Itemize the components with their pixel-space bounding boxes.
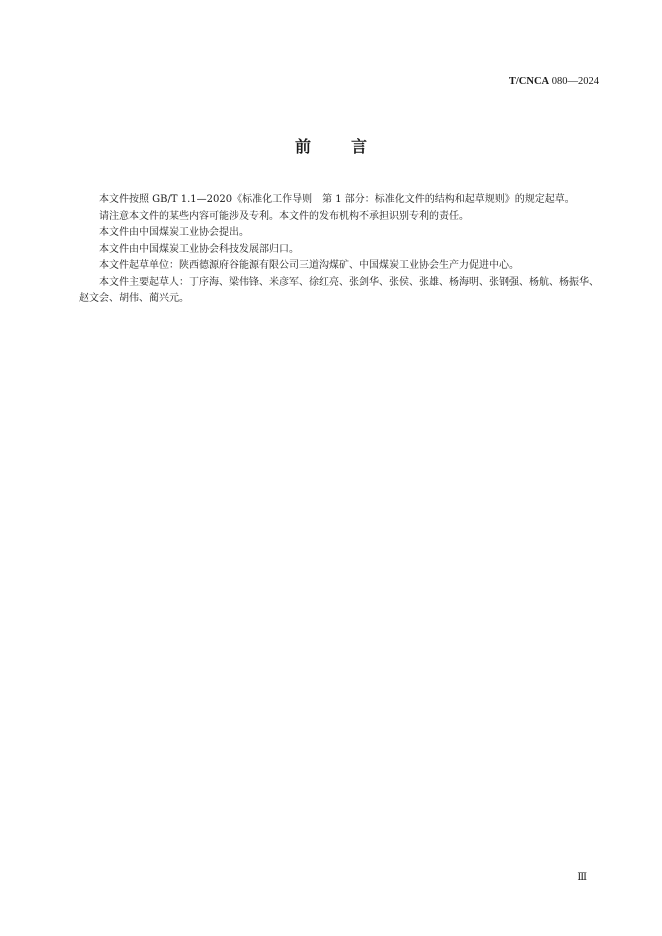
paragraph-drafting-organizations: 本文件起草单位：陕西德源府谷能源有限公司三道沟煤矿、中国煤炭工业协会生产力促进中心。 — [99, 260, 519, 271]
paragraph-patent-notice: 请注意本文件的某些内容可能涉及专利。本文件的发布机构不承担识别专利的责任。 — [99, 210, 469, 222]
foreword-body — [79, 192, 599, 308]
standard-number: 080—2024 — [551, 76, 599, 87]
page-number: Ⅲ — [577, 872, 587, 883]
paragraph-centralized-unit: 本文件由中国煤炭工业协会科技发展部归口。 — [99, 243, 299, 255]
page-title: 前言 — [294, 137, 407, 156]
standard-code — [509, 76, 599, 87]
paragraph-drafting-rules: 本文件按照 GB/T 1.1—2020《标准化工作导则 第 1 部分：标准化文件的结构和起草规则》的规定起草。 — [99, 194, 575, 205]
paragraph-proposer: 本文件由中国煤炭工业协会提出。 — [99, 227, 249, 238]
standard-prefix: T/CNCA — [508, 76, 550, 87]
paragraph-drafters: 本文件主要起草人：丁序海、梁伟锋、米彦军、徐红亮、张剑华、张侯、张雄、杨海明、张钢强、杨航、杨振华、赵文会、胡伟、蔺兴元。 — [79, 276, 599, 304]
